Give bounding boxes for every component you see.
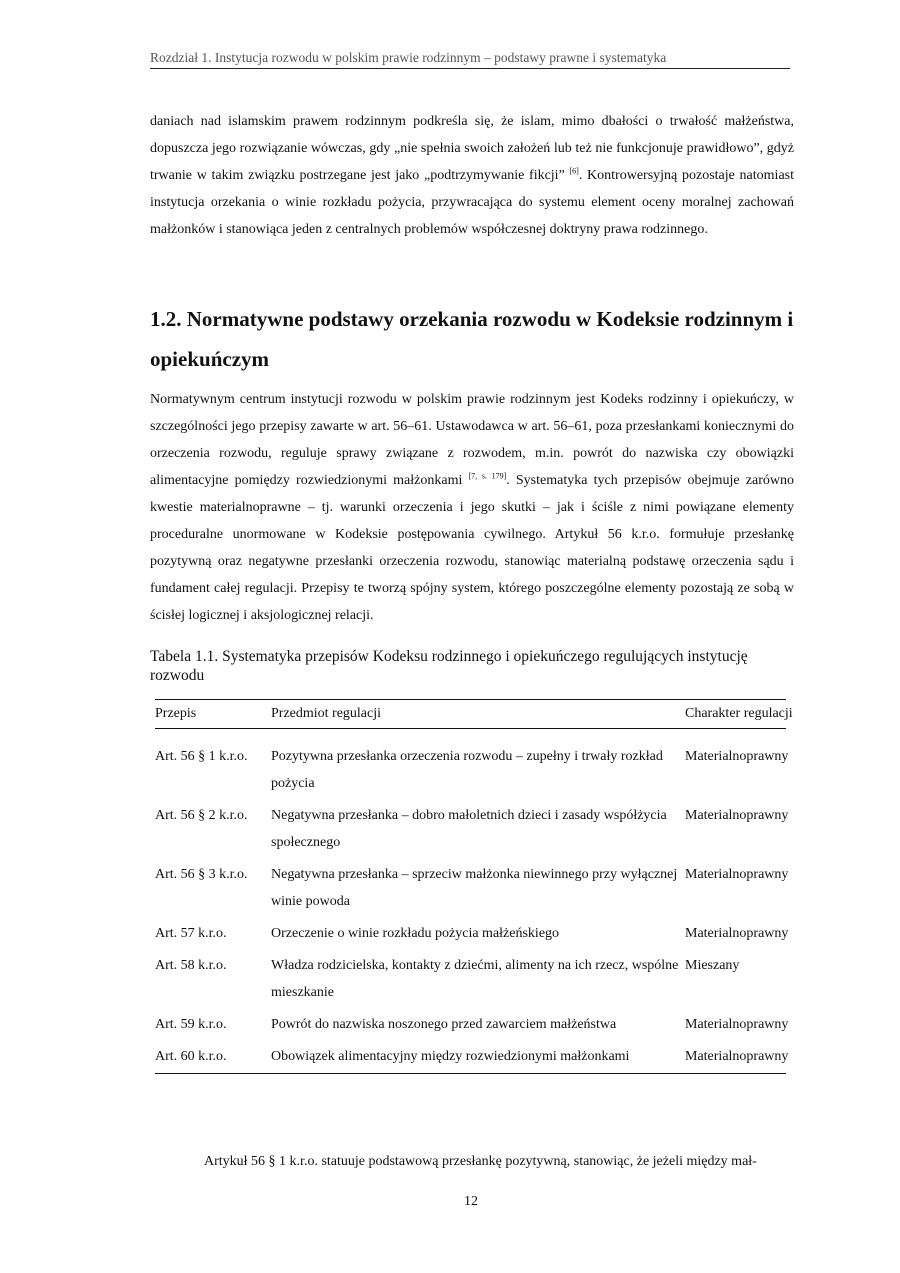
table-row bbox=[155, 797, 789, 856]
table-row bbox=[155, 1006, 789, 1038]
table-row bbox=[155, 1038, 789, 1073]
table-row bbox=[155, 856, 789, 915]
table-cell: Materialnoprawny bbox=[685, 1017, 789, 1032]
table-cell: Art. 56 § 3 k.r.o. bbox=[155, 867, 248, 882]
table-cell: Orzeczenie o winie rozkładu pożycia małżeńskiego bbox=[271, 926, 560, 941]
table-cell: Art. 59 k.r.o. bbox=[155, 1017, 227, 1032]
body-paragraph bbox=[150, 386, 794, 629]
table-cell: Władza rodzicielska, kontakty z dziećmi, alimenty na ich rzecz, wspólne mieszkanie bbox=[271, 958, 679, 1000]
paragraph-text: . Kontrowersyjną pozostaje natomiast instytucja orzekania o winie rozkładu pożycia, przywracająca do systemu element oceny moralnej zachowań małżonków i stanowiąca jeden z centralnych problemów współczesnej doktryny prawa rodzinnego. bbox=[150, 168, 794, 237]
table-cell: Materialnoprawny bbox=[685, 808, 789, 823]
table-cell: Art. 58 k.r.o. bbox=[155, 958, 227, 973]
table-header-cell: Przepis bbox=[155, 706, 197, 721]
paragraph-text: Normatywnym centrum instytucji rozwodu w polskim prawie rodzinnym jest Kodeks rodzinny i opiekuńczy, w szczególności jego przepisy zawarte w art. 56–61. Ustawodawca w art. 56–61, poza przesłankami koniecznymi do orzeczenia rozwodu, reguluje sprawy związane z rozwodem, m.in. powrót do nazwiska czy obowiązki alimentacyjne pomiędzy rozwiedzionymi małżonkami bbox=[150, 392, 794, 488]
table-cell: Negatywna przesłanka – sprzeciw małżonka niewinnego przy wyłącznej winie powoda bbox=[271, 867, 678, 909]
table-row bbox=[155, 729, 789, 797]
table-cell: Art. 57 k.r.o. bbox=[155, 926, 227, 941]
table-cell: Powrót do nazwiska noszonego przed zawarciem małżeństwa bbox=[271, 1017, 617, 1032]
table-cell: Negatywna przesłanka – dobro małoletnich dzieci i zasady współżycia społecznego bbox=[271, 808, 667, 850]
table-caption: Tabela 1.1. Systematyka przepisów Kodeksu rodzinnego i opiekuńczego regulujących instytucję rozwodu bbox=[150, 648, 748, 684]
table-cell: Pozytywna przesłanka orzeczenia rozwodu – zupełny i trwały rozkład pożycia bbox=[271, 749, 663, 791]
section-heading: 1.2. Normatywne podstawy orzekania rozwodu w Kodeksie rodzinnym i opiekuńczym bbox=[150, 307, 794, 371]
table-header-cell: Przedmiot regulacji bbox=[271, 706, 382, 721]
table-header-row bbox=[155, 700, 793, 729]
paragraph-text: . Systematyka tych przepisów obejmuje zarówno kwestie materialnoprawne – tj. warunki orzeczenia i jego skutki – jak i ściśle z nimi powiązane elementy proceduralne unormowane w Kodeksie postępowania cywilnego. Artykuł 56 k.r.o. formułuje przesłankę pozytywną oraz negatywne przesłanki orzeczenia rozwodu, stanowiąc materialną podstawę orzeczenia sądu i fundament całej regulacji. Przepisy te tworzą spójny system, którego poszczególne elementy pozostają ze sobą w ścisłej logicznej i aksjologicznej relacji. bbox=[150, 473, 794, 623]
page-number: 12 bbox=[464, 1194, 478, 1209]
table-cell: Art. 60 k.r.o. bbox=[155, 1049, 227, 1064]
table-cell: Materialnoprawny bbox=[685, 749, 789, 764]
table-row bbox=[155, 915, 789, 947]
paragraph-text: daniach nad islamskim prawem rodzinnym podkreśla się, że islam, mimo dbałości o trwałość małżeństwa, dopuszcza jego rozwiązanie wówczas, gdy „nie spełnia swoich założeń lub też nie funkcjonuje prawidłowo”, gdyż trwanie w takim związku postrzegane jest jako „podtrzymywanie fikcji” bbox=[150, 114, 794, 183]
body-paragraph: Artykuł 56 § 1 k.r.o. statuuje podstawową przesłankę pozytywną, stanowiąc, że jeżeli między mał- bbox=[204, 1154, 757, 1169]
running-head: Rozdział 1. Instytucja rozwodu w polskim prawie rodzinnym – podstawy prawne i systematyka bbox=[150, 50, 790, 69]
table-header-cell: Charakter regulacji bbox=[685, 706, 793, 721]
table-cell: Obowiązek alimentacyjny między rozwiedzionymi małżonkami bbox=[271, 1049, 630, 1064]
table-cell: Art. 56 § 2 k.r.o. bbox=[155, 808, 248, 823]
citation-reference[interactable]: [6] bbox=[569, 166, 579, 176]
table-cell: Materialnoprawny bbox=[685, 867, 789, 882]
table-row bbox=[155, 947, 786, 1006]
citation-reference[interactable]: [7, s. 179] bbox=[468, 471, 507, 481]
table-cell: Materialnoprawny bbox=[685, 926, 789, 941]
regulation-table bbox=[155, 699, 793, 1074]
table-cell: Art. 56 § 1 k.r.o. bbox=[155, 749, 248, 764]
table-cell: Mieszany bbox=[685, 958, 740, 973]
table-cell: Materialnoprawny bbox=[685, 1049, 789, 1064]
body-paragraph bbox=[150, 108, 794, 243]
